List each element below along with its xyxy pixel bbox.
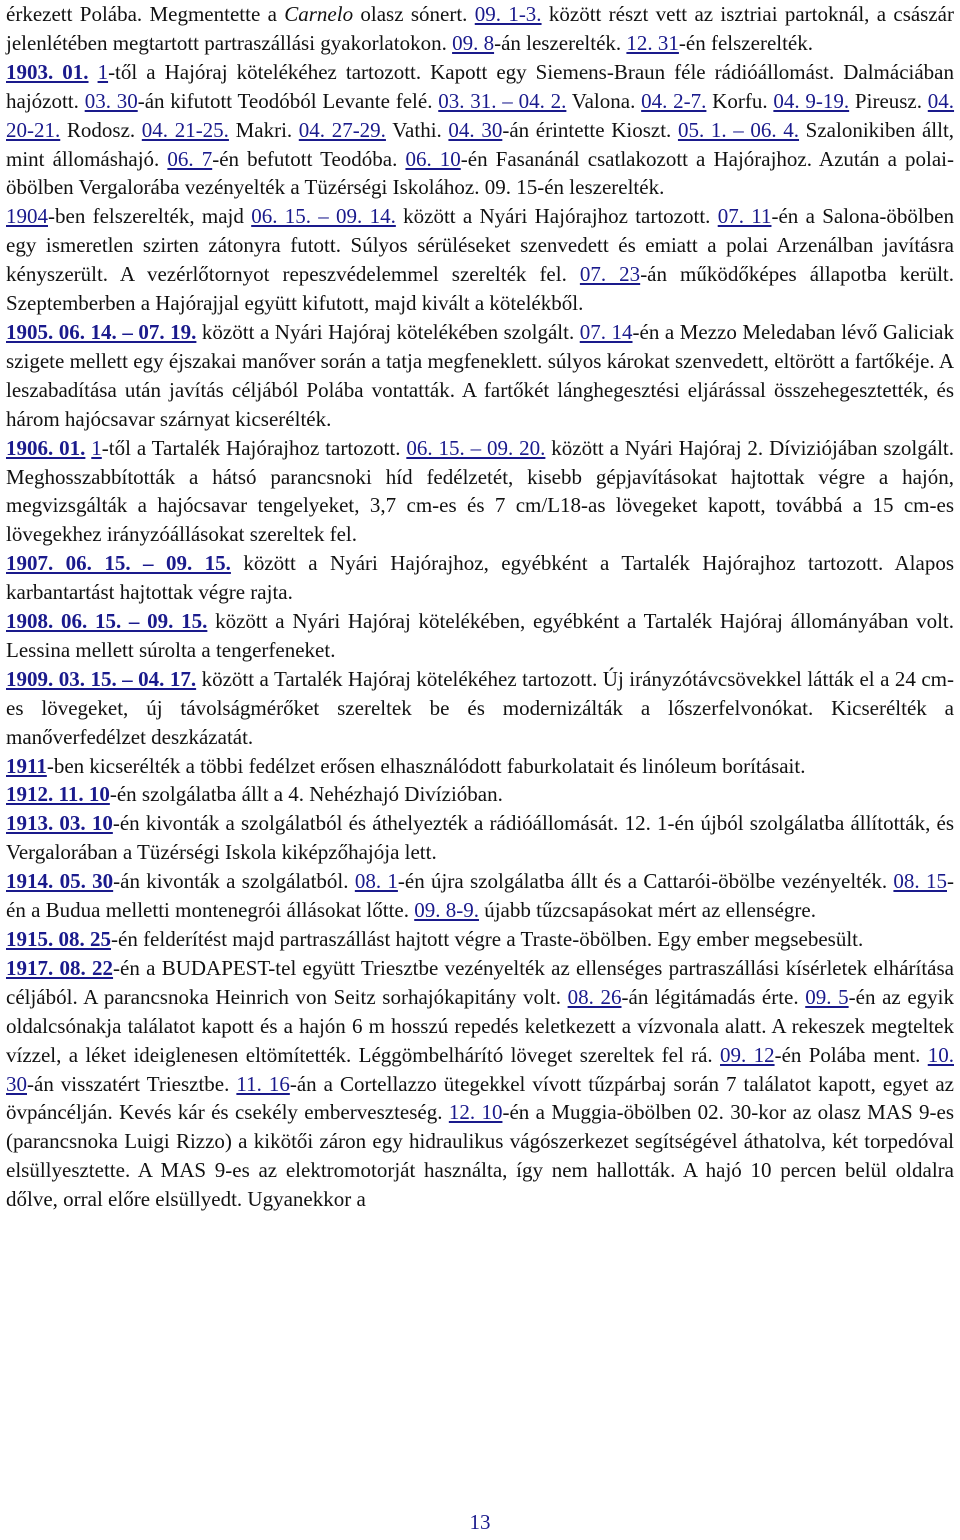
year-heading: 1907. 06. 15. – 09. 15. (6, 551, 231, 576)
date-reference: 08. 1 (354, 869, 398, 894)
paragraph-1913 (6, 809, 954, 867)
text-run: -én felderítést majd partraszállást hajtott végre a Traste-öbölben. Egy ember megsebesült. (111, 927, 864, 951)
page-number: 13 (469, 1510, 491, 1534)
text-run: -től a Hajóraj kötelékéhez tartozott. Kapott egy Siemens-Braun féle rádióállomást. Dalmáciában hajózott. (6, 59, 955, 113)
date-reference: 06. 7 (167, 146, 213, 171)
document-body (6, 0, 954, 1214)
date-reference: 09. 12 (720, 1042, 775, 1067)
text-run: között a Nyári Hajóraj kötelékében szolgált. (196, 319, 580, 344)
date-reference: 04. 9-19. (773, 88, 850, 113)
text-run: -én újra szolgálatba állt és a Cattarói-öbölbe vezényelték. (397, 869, 894, 894)
text-run: Rodosz. (60, 117, 142, 142)
date-reference: 12. 31 (626, 30, 679, 55)
date-reference: 07. 11 (717, 204, 772, 229)
text-run: olasz sónert. (353, 2, 475, 26)
text-run: újabb tűzcsapásokat mért az ellenségre. (478, 898, 816, 923)
text-run: között a Nyári Hajórajhoz, egyébként a Tartalék Hajórajhoz tartozott. Alapos karbantartást hajtottak végre rajta. (6, 551, 954, 605)
date-reference: 04. 2-7. (641, 88, 707, 113)
text-run: -én a BUDAPEST-tel együtt Triesztbe vezényelték az ellenséges partraszállási kísérletek elhárítása céljából. A parancsnoka Heinrich von Seitz sorhajókapitány volt. (6, 955, 955, 1009)
date-reference: 04. 20-21. (6, 88, 955, 142)
date-reference: 1 (91, 435, 102, 460)
text-run: -án légitámadás érte. (621, 984, 806, 1009)
date-reference: 04. 30 (448, 117, 503, 142)
paragraph-1904 (6, 202, 954, 318)
text-run: -án visszatért Triesztbe. (27, 1071, 237, 1096)
text-run: -én Fasanánál csatlakozott a Hajórajhoz. Azután a polai-öbölben Vergalorába vezényelték a Tüzérségi Iskolához. 09. 15-én leszerelték. (6, 146, 954, 200)
paragraph-1911 (6, 752, 954, 781)
date-reference: 10. 30 (6, 1042, 954, 1096)
date-reference: 03. 30 (84, 88, 138, 113)
text-run: -én a Budua melletti montenegrói állásokat lőtte. (6, 869, 954, 923)
year-heading: 1903. 01. (6, 59, 89, 84)
text-run: -től a Tartalék Hajórajhoz tartozott. (101, 435, 407, 460)
text-run: -én szolgálatba állt a 4. Nehézhajó Divízióban. (109, 782, 503, 807)
text-run: Makri. (228, 117, 299, 142)
date-reference: 1 (97, 59, 109, 84)
text-run: között a Nyári Hajóraj 2. Díviziójában szolgált. Meghosszabbították a hátsó parancsnoki híd fedélzetét, kisebb gépjavításokat hajtottak végre a hajón, megvizsgálták a hajócsavar tengelyeket, 3,7 cm-es és 7 cm/L18-as lövegeket kapott, továbbá a 15 cm-es lövegekhez irányzóállásokat szereltek fel. (6, 435, 954, 547)
paragraph-1915 (6, 925, 954, 954)
paragraph-1914 (6, 867, 954, 925)
text-run: között a Nyári Hajórajhoz tartozott. (395, 204, 718, 229)
date-reference: 06. 15. – 09. 14. (251, 204, 396, 229)
date-reference: 04. 21-25. (141, 117, 229, 142)
text-run: -án kifutott Teodóból Levante felé. (137, 88, 439, 113)
date-reference: 07. 14 (579, 319, 633, 344)
text-run: -én befutott Teodóba. (212, 146, 406, 171)
date-reference: 09. 8-9. (414, 898, 479, 923)
text-run (89, 60, 98, 84)
text-run: Szalonikiben állt, mint állomáshajó. (6, 117, 955, 171)
text-run: -én Polába ment. (774, 1042, 928, 1067)
text-run: -én a Muggia-öbölben 02. 30-kor az olasz MAS 9-es (parancsnoka Luigi Rizzo) a kikötői záron egy hidraulikus vágószerkezet segítségével áthatolva, két torpedóval elsüllyesztette. A MAS 9-es az elektromotorját használta, így nem hallották. A hajó 10 percen belül oldalra dőlve, orral előre elsüllyedt. Ugyanekkor a (6, 1100, 955, 1212)
text-run: -ben kicserélték a többi fedélzet erősen elhasználódott faburkolatait és linóleum borításait. (46, 753, 806, 778)
paragraph-intro (6, 0, 954, 58)
date-reference: 05. 1. – 06. 4. (677, 117, 800, 142)
text-run: Valona. (566, 88, 642, 113)
text-run: -án működőképes állapotba került. Szeptemberben a Hajórajjal együtt kifutott, majd kivált a kötelékből. (6, 262, 954, 316)
text-run: -án a Cortellazzo ütegekkel vívott tűzpárbaj során 7 találatot kapott, egyet az övpáncélján. Kevés kár és csekély emberveszteség. (6, 1071, 954, 1125)
date-reference: 04. 27-29. (298, 117, 386, 142)
year-heading: 1905. 06. 14. – 07. 19. (6, 319, 197, 344)
text-run: -én a Mezzo Meledaban lévő Galiciak szigete mellett egy éjszakai manőver során a tatja megfeneklett. súlyos károkat szenvedett, eltörött a fartőkéje. A leszabadítása után javítás céljából Polába vontatták. A fartőkét lánghegesztési eljárással összehegesztették, és három hajócsavar szárnyat kicserélték. (6, 319, 955, 431)
ship-name: Carnelo (284, 2, 354, 26)
date-reference: 08. 26 (567, 984, 622, 1009)
text-run: érkezett Polába. Megmentette a (6, 2, 285, 26)
text-run: között részt vett az isztriai partoknál, a császár jelenlétében megtartott partraszállási gyakorlatokon. (6, 2, 954, 55)
year-heading: 1906. 01. (6, 435, 86, 460)
paragraph-1903 (6, 58, 954, 203)
paragraph-1906 (6, 434, 954, 550)
date-reference: 08. 15 (893, 869, 947, 894)
text-run: -ben felszerelték, majd (48, 204, 252, 229)
text-run: Pireusz. (849, 88, 928, 113)
text-run: Korfu. (706, 88, 774, 113)
text-run: között a Nyári Hajóraj kötelékében, egyébként a Tartalék Hajóraj állományában volt. Lessina mellett súrolta a tengerfeneket. (6, 609, 954, 662)
year-heading: 1915. 08. 25 (6, 927, 111, 951)
paragraph-1908 (6, 607, 954, 665)
text-run: -én kivonták a szolgálatból és áthelyezték a rádióállomását. 12. 1-én újból szolgálatba állították, és Vergalorában a Tüzérségi Iskola kiképzőhajója lett. (6, 811, 954, 865)
text-run: -án kivonták a szolgálatból. (113, 869, 355, 894)
date-reference: 09. 1-3. (474, 2, 542, 26)
text-run: között a Tartalék Hajóraj kötelékéhez tartozott. Új irányzótávcsövekkel látták el a 24 cm-es lövegeket, új távolságmérőket szereltek be és modernizálták a lőszerfelvonókat. Kicserélték a manőverfedélzet deszkázatát. (6, 666, 955, 749)
year-heading: 1908. 06. 15. – 09. 15. (6, 609, 208, 634)
text-run: -én felszerelték. (678, 30, 814, 55)
date-reference: 09. 8 (452, 30, 495, 55)
date-reference: 03. 31. – 04. 2. (438, 88, 567, 113)
text-run: -én a Salona-öbölben egy ismeretlen szirten zátonyra futott. Súlyos sérüléseket szenvedett és emiatt a polai Arzenálban javításra kényszerült. A vezérlőtornyot repeszvédelemmel szerelték fel. (6, 204, 954, 287)
date-reference: 09. 5 (805, 984, 849, 1009)
year-heading: 1911 (6, 753, 47, 778)
text-run: -én az egyik oldalcsónakja találatot kapott és a hajón 6 m hosszú repedés keletkezett a vízvonala alatt. A rekeszek megteltek vízzel, a léket ideiglenesen eltömítették. Léggömbelhárító löveget szereltek fel rá. (6, 984, 955, 1067)
paragraph-1907 (6, 549, 954, 607)
paragraph-1909 (6, 665, 954, 752)
date-reference: 06. 10 (405, 146, 461, 171)
date-reference: 1904 (6, 204, 48, 229)
paragraph-1917 (6, 954, 954, 1214)
date-reference: 07. 23 (579, 262, 641, 287)
date-reference: 06. 15. – 09. 20. (406, 435, 546, 460)
text-run: -án érintette Kioszt. (502, 117, 678, 142)
paragraph-1912 (6, 780, 954, 809)
text-run: -án leszerelték. (494, 30, 627, 55)
text-run: Vathi. (385, 117, 449, 142)
year-heading: 1917. 08. 22 (6, 955, 114, 980)
year-heading: 1914. 05. 30 (6, 869, 114, 894)
year-heading: 1912. 11. 10 (6, 782, 110, 807)
year-heading: 1913. 03. 10 (6, 811, 113, 836)
date-reference: 12. 10 (448, 1100, 503, 1125)
year-heading: 1909. 03. 15. – 04. 17. (6, 666, 197, 691)
date-reference: 11. 16 (236, 1071, 290, 1096)
paragraph-1905 (6, 318, 954, 434)
